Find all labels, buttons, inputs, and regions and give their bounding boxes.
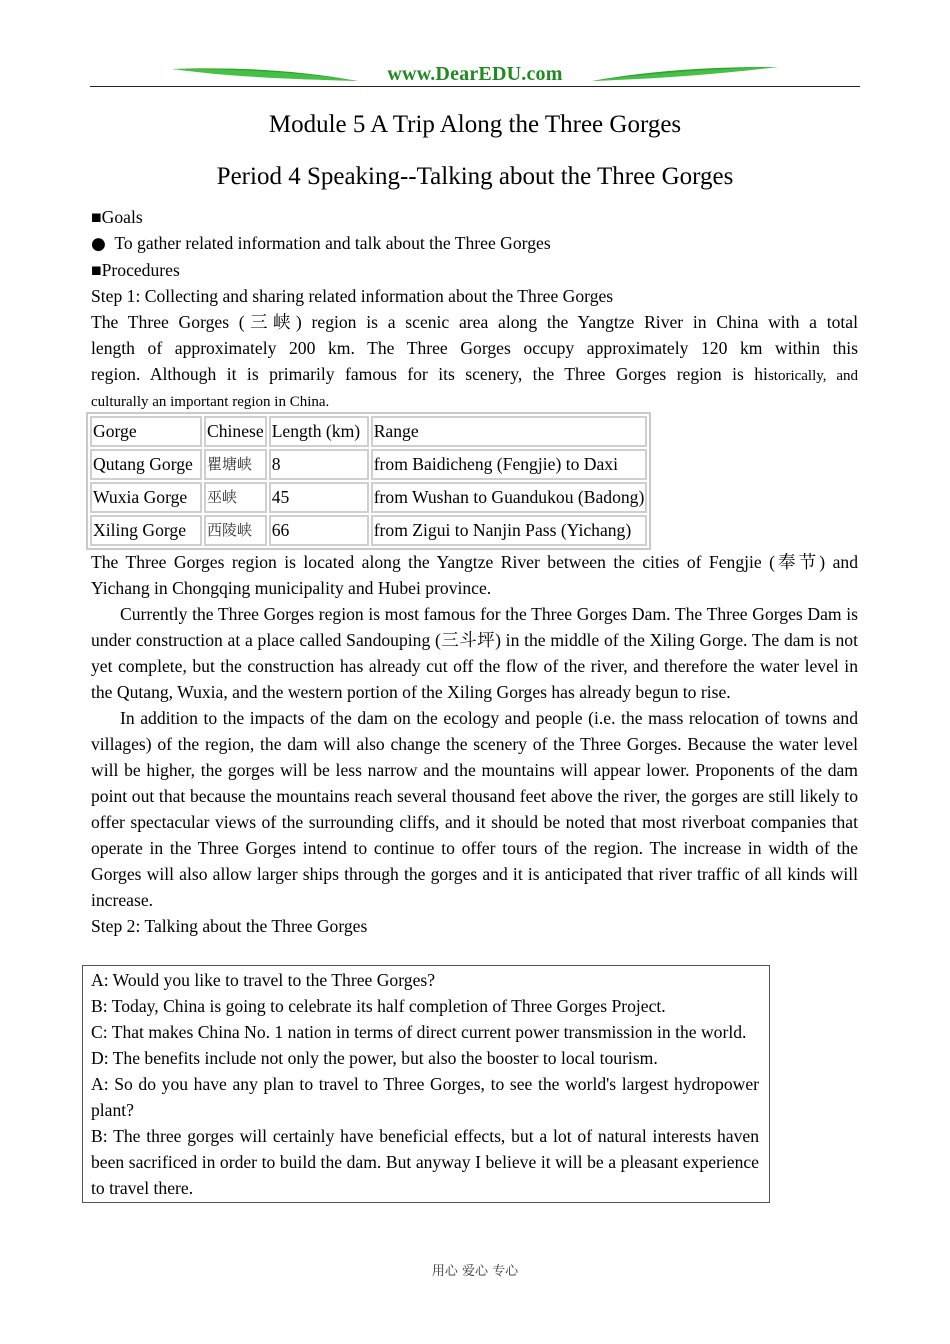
- header-rule: [90, 86, 860, 87]
- table-row: [90, 482, 647, 513]
- location-paragraph: The Three Gorges region is located along the Yangtze River between the cities of Fengjie (奉节) and Yichang in Chongqing municipality and Hubei province.: [91, 552, 858, 598]
- cell-gorge: Xiling Gorge: [90, 515, 202, 546]
- body-section: [91, 549, 858, 939]
- bullet-icon: ●: [91, 234, 106, 254]
- cell-range: from Baidicheng (Fengjie) to Daxi: [371, 449, 648, 480]
- dam-paragraph: Currently the Three Gorges region is most famous for the Three Gorges Dam. The Three Gorges Dam is under construction at a place called Sandouping (三斗坪) in the middle of the Xiling Gorge. The dam is not yet complete, but the construction has already cut off the flow of the river, and therefore the water level in the Qutang, Wuxia, and the western portion of the Xiling Gorges has already begun to rise.: [91, 604, 858, 702]
- cell-chinese: 巫峡: [204, 482, 267, 513]
- intro-line-2: length of approximately 200 km. The Three Gorges occupy approximately 120 km within this: [91, 338, 858, 358]
- dialog-line: A: Would you like to travel to the Three Gorges?: [91, 970, 436, 990]
- goal-item: [91, 230, 858, 257]
- header-length: Length (km): [269, 416, 369, 447]
- cell-length: 66: [269, 515, 369, 546]
- dialog-line: C: That makes China No. 1 nation in terms of direct current power transmission in the world.: [91, 1022, 747, 1042]
- right-swoosh-icon: [590, 65, 780, 85]
- header-chinese: Chinese: [204, 416, 267, 447]
- dialog-line: B: Today, China is going to celebrate its half completion of Three Gorges Project.: [91, 996, 666, 1016]
- dialog-line: D: The benefits include not only the power, but also the booster to local tourism.: [91, 1048, 658, 1068]
- cell-range: from Wushan to Guandukou (Badong): [371, 482, 648, 513]
- period-title: Period 4 Speaking--Talking about the Three Gorges: [216, 163, 734, 190]
- table-row: [90, 515, 647, 546]
- cell-chinese: 瞿塘峡: [204, 449, 267, 480]
- goals-heading: ■Goals: [91, 207, 143, 227]
- cell-gorge: Qutang Gorge: [90, 449, 202, 480]
- step2-heading: Step 2: Talking about the Three Gorges: [91, 916, 368, 936]
- dialog-line: A: So do you have any plan to travel to Three Gorges, to see the world's largest hydropower plant?: [91, 1074, 759, 1120]
- step1-heading: Step 1: Collecting and sharing related information about the Three Gorges: [91, 286, 614, 306]
- cell-range: from Zigui to Nanjin Pass (Yichang): [371, 515, 648, 546]
- intro-line-3: region. Although it is primarily famous for its scenery, the Three Gorges region is historically, and: [91, 364, 858, 384]
- intro-line-1: The Three Gorges (三峡) region is a scenic area along the Yangtze River in China with a total: [91, 312, 858, 332]
- cell-length: 8: [269, 449, 369, 480]
- header-gorge: Gorge: [90, 416, 202, 447]
- header-banner: [90, 62, 860, 88]
- table-row: [90, 449, 647, 480]
- cell-gorge: Wuxia Gorge: [90, 482, 202, 513]
- intro-line-4: culturally an important region in China.: [91, 394, 330, 410]
- module-title: Module 5 A Trip Along the Three Gorges: [268, 111, 682, 138]
- dialog-line: B: The three gorges will certainly have beneficial effects, but a lot of natural interests haven been sacrificed in order to build the dam. But anyway I believe it will be a pleasant experience to travel there.: [91, 1126, 759, 1198]
- site-logo: www.DearEDU.com: [387, 63, 563, 85]
- table-header-row: [90, 416, 647, 447]
- goals-section: [91, 204, 858, 415]
- procedures-heading: ■Procedures: [91, 260, 180, 280]
- page-footer: 用心 爱心 专心: [431, 1264, 519, 1279]
- cell-chinese: 西陵峡: [204, 515, 267, 546]
- gorge-table: [86, 412, 651, 550]
- impact-paragraph: In addition to the impacts of the dam on the ecology and people (i.e. the mass relocation of towns and villages) of the region, the dam will also change the scenery of the Three Gorges. Because the water level will be higher, the gorges will be less narrow and the mountains will appear lower. Proponents of the dam point out that because the mountains reach several thousand feet above the river, the gorges are still likely to offer spectacular views of the surrounding cliffs, and it should be noted that most riverboat companies that operate in the Three Gorges intend to continue to offer tours of the region. The increase in width of the Gorges will also allow larger ships through the gorges and it is anticipated that river traffic of all kinds will increase.: [91, 708, 858, 910]
- dialog-box: [82, 965, 770, 1203]
- cell-length: 45: [269, 482, 369, 513]
- header-range: Range: [371, 416, 648, 447]
- goal-text: To gather related information and talk about the Three Gorges: [114, 233, 551, 253]
